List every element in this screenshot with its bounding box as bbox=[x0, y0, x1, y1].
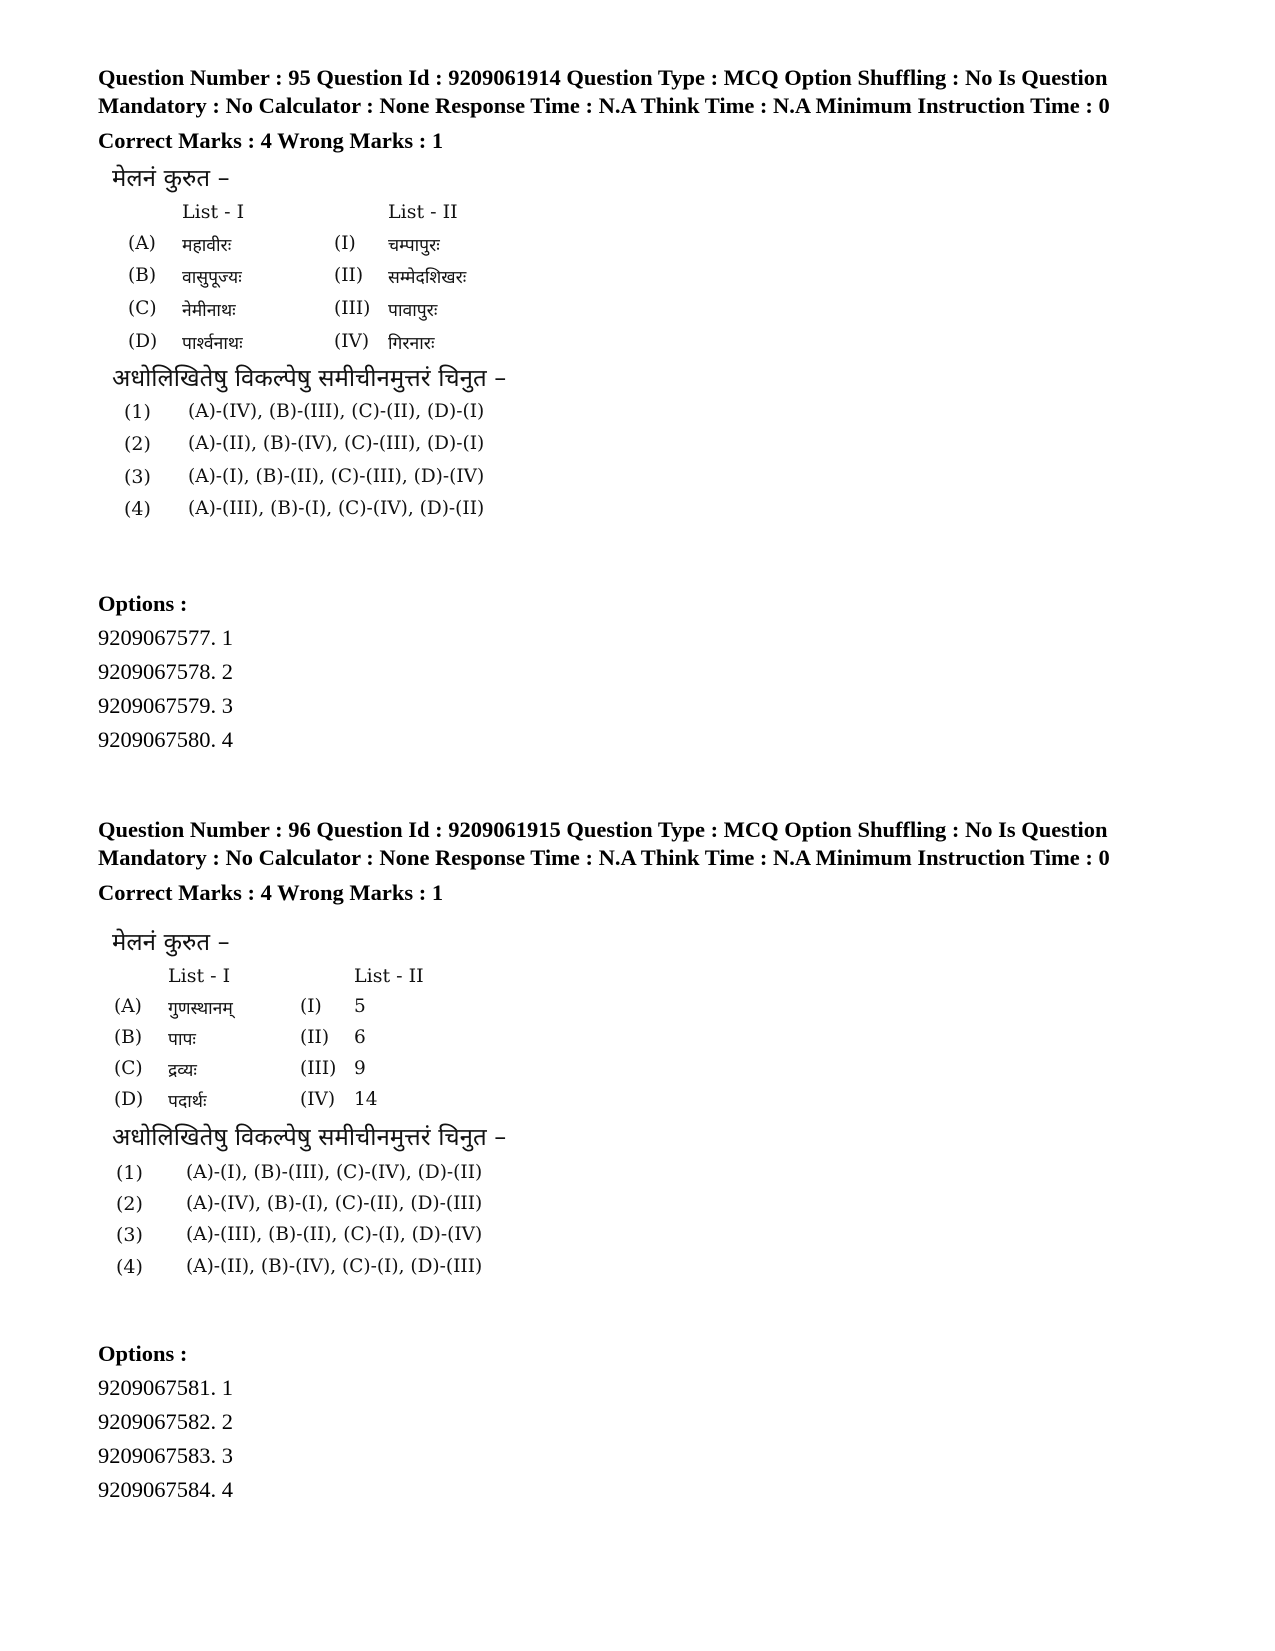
row-text: गुणस्थानम् bbox=[168, 999, 233, 1019]
choice-number: (1) bbox=[116, 1162, 143, 1184]
row-text: 5 bbox=[354, 996, 366, 1017]
row-label: (C) bbox=[114, 1058, 143, 1079]
option-item[interactable]: 9209067583. 3 bbox=[98, 1443, 233, 1468]
choice-text: (A)-(III), (B)-(II), (C)-(I), (D)-(IV) bbox=[186, 1224, 483, 1245]
row-text: गिरनारः bbox=[388, 334, 435, 354]
row-label: (I) bbox=[334, 233, 356, 254]
question-block-96 bbox=[98, 816, 1188, 1302]
option-item[interactable]: 9209067582. 2 bbox=[98, 1409, 233, 1434]
choice-number: (4) bbox=[116, 1256, 143, 1278]
row-label: (B) bbox=[128, 265, 157, 286]
question-marks: Correct Marks : 4 Wrong Marks : 1 bbox=[98, 128, 444, 153]
row-label: (I) bbox=[300, 996, 322, 1017]
choice-number: (4) bbox=[124, 498, 151, 520]
row-text: 6 bbox=[354, 1027, 366, 1048]
options-title: Options : bbox=[98, 591, 188, 616]
row-label: (B) bbox=[114, 1027, 143, 1048]
row-label: (D) bbox=[114, 1089, 144, 1110]
row-label: (III) bbox=[300, 1058, 337, 1079]
option-item[interactable]: 9209067577. 1 bbox=[98, 625, 233, 650]
choice-text: (A)-(III), (B)-(I), (C)-(IV), (D)-(II) bbox=[188, 498, 485, 519]
question-block-95 bbox=[98, 64, 1188, 550]
choice-text: (A)-(IV), (B)-(I), (C)-(II), (D)-(III) bbox=[186, 1193, 483, 1214]
row-text: वासुपूज्यः bbox=[182, 268, 242, 288]
list1-header: List - I bbox=[168, 965, 231, 987]
options-list bbox=[98, 1374, 233, 1510]
row-label: (III) bbox=[334, 298, 371, 319]
row-label: (C) bbox=[128, 298, 157, 319]
choice-number: (2) bbox=[116, 1193, 143, 1215]
question-image bbox=[112, 907, 1188, 1302]
question-marks: Correct Marks : 4 Wrong Marks : 1 bbox=[98, 880, 444, 905]
choose-instruction: अधोलिखितेषु विकल्पेषु समीचीनमुत्तरं चिनुत – bbox=[112, 364, 507, 392]
match-heading: मेलनं कुरुत – bbox=[112, 928, 230, 956]
row-text: पावापुरः bbox=[388, 301, 438, 321]
choice-text: (A)-(II), (B)-(IV), (C)-(III), (D)-(I) bbox=[188, 433, 485, 454]
options-list bbox=[98, 624, 233, 760]
choice-number: (2) bbox=[124, 433, 151, 455]
list2-header: List - II bbox=[354, 965, 424, 987]
question-image bbox=[112, 155, 1188, 550]
choice-text: (A)-(II), (B)-(IV), (C)-(I), (D)-(III) bbox=[186, 1256, 483, 1277]
option-item[interactable]: 9209067584. 4 bbox=[98, 1477, 233, 1502]
row-text: पापः bbox=[168, 1030, 196, 1050]
choice-text: (A)-(I), (B)-(III), (C)-(IV), (D)-(II) bbox=[186, 1162, 483, 1183]
list1-header: List - I bbox=[182, 201, 245, 223]
option-item[interactable]: 9209067580. 4 bbox=[98, 727, 233, 752]
choose-instruction: अधोलिखितेषु विकल्पेषु समीचीनमुत्तरं चिनुत – bbox=[112, 1123, 507, 1151]
row-text: 14 bbox=[354, 1089, 378, 1110]
choice-number: (3) bbox=[124, 466, 151, 488]
list2-header: List - II bbox=[388, 201, 458, 223]
row-text: नेमीनाथः bbox=[182, 301, 236, 321]
row-text: चम्पापुरः bbox=[388, 236, 440, 256]
row-label: (II) bbox=[300, 1027, 330, 1048]
row-text: सम्मेदशिखरः bbox=[388, 268, 467, 288]
choice-number: (3) bbox=[116, 1224, 143, 1246]
option-item[interactable]: 9209067579. 3 bbox=[98, 693, 233, 718]
question-meta: Question Number : 96 Question Id : 9209061915 Question Type : MCQ Option Shuffling : No Is Question Mandatory : No Calculator : None Response Time : N.A Think Time : N.A Minimum Instruction Time : 0 bbox=[98, 817, 1110, 870]
question-meta: Question Number : 95 Question Id : 9209061914 Question Type : MCQ Option Shuffling : No Is Question Mandatory : No Calculator : None Response Time : N.A Think Time : N.A Minimum Instruction Time : 0 bbox=[98, 65, 1110, 118]
row-text: द्रव्यः bbox=[168, 1061, 197, 1081]
row-label: (IV) bbox=[300, 1089, 336, 1110]
row-label: (II) bbox=[334, 265, 364, 286]
row-label: (A) bbox=[114, 996, 142, 1017]
row-text: 9 bbox=[354, 1058, 366, 1079]
choice-text: (A)-(IV), (B)-(III), (C)-(II), (D)-(I) bbox=[188, 401, 485, 422]
row-text: पदार्थः bbox=[168, 1092, 207, 1112]
choice-number: (1) bbox=[124, 401, 151, 423]
row-label: (D) bbox=[128, 331, 158, 352]
choice-text: (A)-(I), (B)-(II), (C)-(III), (D)-(IV) bbox=[188, 466, 485, 487]
row-label: (A) bbox=[128, 233, 156, 254]
options-title: Options : bbox=[98, 1341, 188, 1366]
option-item[interactable]: 9209067578. 2 bbox=[98, 659, 233, 684]
row-text: महावीरः bbox=[182, 236, 232, 256]
row-label: (IV) bbox=[334, 331, 370, 352]
match-heading: मेलनं कुरुत – bbox=[112, 164, 230, 192]
row-text: पार्श्वनाथः bbox=[182, 334, 243, 354]
option-item[interactable]: 9209067581. 1 bbox=[98, 1375, 233, 1400]
